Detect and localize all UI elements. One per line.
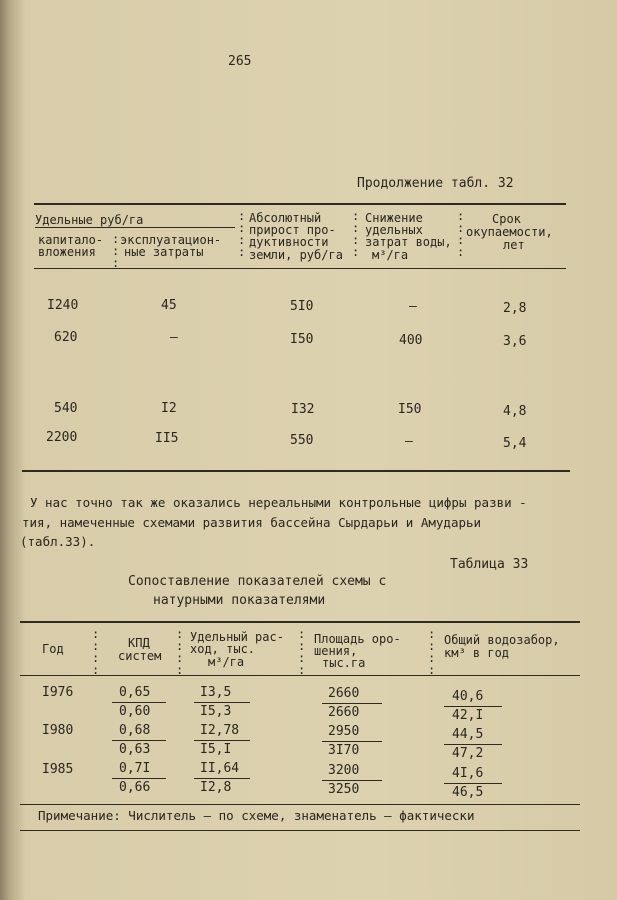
fraction-bar (112, 702, 166, 703)
cell-kpd: 0,68 (119, 723, 151, 738)
header-rate-2: ход, тыс. (190, 642, 256, 656)
fraction-bar (322, 780, 382, 781)
cell-capital: 2200 (46, 430, 78, 445)
table-label: Таблица 33 (450, 557, 529, 572)
cell-area: 2950 (328, 724, 360, 739)
cell-water: – (409, 299, 417, 314)
separator: : : : : (428, 627, 436, 677)
separator: : : : : (92, 627, 100, 677)
cell-kpd: 0,7I (119, 761, 151, 776)
header-capital-2: вложения (38, 245, 96, 259)
header-group-specific: Удельные руб/га (35, 213, 144, 227)
cell-rate: II,64 (200, 761, 240, 776)
header-col4-4: м³/га (372, 248, 409, 262)
cell-productivity: 5I0 (290, 299, 314, 314)
cell-kpd: 0,66 (119, 780, 151, 795)
table-top-rule (34, 203, 566, 205)
cell-area: 2660 (328, 686, 360, 701)
separator: : : : : (238, 209, 246, 259)
cell-operating: II5 (155, 431, 179, 446)
cell-area: 2660 (328, 705, 360, 720)
cell-intake: 42,I (452, 708, 484, 723)
header-kpd-1: КПД (128, 636, 150, 650)
fraction-bar (194, 740, 250, 741)
header-operating-2: ные затраты (124, 245, 204, 259)
cell-intake: 47,2 (452, 746, 484, 761)
year-cell: I976 (42, 685, 74, 700)
table-bottom-rule (22, 470, 570, 472)
header-col3-3: дуктивности (249, 235, 329, 249)
header-year: Год (42, 642, 64, 656)
cell-payback: 5,4 (503, 436, 527, 451)
cell-capital: 540 (54, 401, 78, 416)
table-note-rule (20, 830, 580, 831)
separator: : : : : (457, 209, 465, 259)
cell-intake: 44,5 (452, 727, 484, 742)
header-operating: эксплуатацион- (120, 233, 222, 247)
cell-rate: I5,3 (200, 704, 232, 719)
cell-area: 3I70 (328, 743, 360, 758)
header-col4-3: затрат воды, (365, 235, 452, 249)
cell-productivity: I32 (291, 402, 315, 417)
cell-kpd: 0,60 (119, 704, 151, 719)
header-area-1: Площадь оро- (314, 632, 401, 646)
cell-payback: 3,6 (503, 334, 527, 349)
header-col3-2: прирост про- (249, 223, 336, 237)
cell-water: 400 (399, 333, 423, 348)
table-top-rule (20, 621, 580, 623)
year-cell: I985 (42, 762, 74, 777)
cell-payback: 4,8 (503, 404, 527, 419)
cell-intake: 46,5 (452, 785, 484, 800)
header-intake-1: Общий водозабор, (444, 633, 560, 647)
paragraph-line-2: тия, намеченные схемами развития бассейна Сырдарьи и Амударьи (22, 515, 482, 530)
cell-operating: – (170, 330, 178, 345)
paragraph-line-1: У нас точно так же оказались нереальными контрольные цифры разви - (30, 495, 527, 510)
fraction-bar (444, 783, 502, 784)
table-header-rule (34, 268, 566, 269)
header-area-2: шения, (314, 644, 358, 658)
cell-water: I50 (398, 402, 422, 417)
header-col5-3: лет (503, 238, 525, 252)
table-continuation-label: Продолжение табл. 32 (357, 176, 514, 191)
table-title-1: Сопоставление показателей схемы с (128, 574, 387, 589)
table-title-2: натурными показателями (153, 593, 326, 608)
cell-rate: I5,I (200, 742, 232, 757)
header-intake-2: км³ в год (444, 646, 510, 660)
paragraph-line-3: (табл.33). (20, 534, 96, 549)
fraction-bar (322, 741, 382, 742)
separator: : : : : (352, 209, 360, 259)
fraction-bar (194, 778, 250, 779)
cell-rate: I3,5 (200, 685, 232, 700)
header-col4-1: Снижение (365, 211, 423, 225)
separator: : : : : (176, 627, 184, 677)
cell-rate: I2,8 (200, 780, 232, 795)
cell-capital: 620 (54, 330, 78, 345)
header-col5-2: окупаемости, (466, 225, 553, 239)
header-rate-1: Удельный рас- (190, 630, 284, 644)
header-col3-4: земли, руб/га (249, 248, 343, 262)
page-number: 265 (228, 54, 252, 69)
cell-productivity: 550 (290, 433, 314, 448)
year-cell: I980 (42, 723, 74, 738)
fraction-bar (444, 706, 502, 707)
cell-payback: 2,8 (503, 301, 527, 316)
fraction-bar (444, 744, 502, 745)
fraction-bar (194, 702, 250, 703)
fraction-bar (322, 703, 382, 704)
header-col5-1: Срок (492, 212, 521, 226)
cell-operating: I2 (161, 401, 177, 416)
separator: : : : : (298, 627, 306, 677)
cell-rate: I2,78 (200, 723, 240, 738)
cell-water: – (405, 434, 413, 449)
cell-intake: 4I,6 (452, 766, 484, 781)
cell-operating: 45 (161, 298, 177, 313)
cell-capital: I240 (47, 298, 79, 313)
cell-area: 3200 (328, 763, 360, 778)
header-col3-1: Абсолютный (249, 211, 322, 225)
header-kpd-2: систем (118, 649, 162, 663)
fraction-bar (112, 778, 166, 779)
header-area-3: тыс.га (322, 656, 366, 670)
cell-productivity: I50 (290, 332, 314, 347)
cell-intake: 40,6 (452, 689, 484, 704)
fraction-bar (112, 740, 166, 741)
separator: : : : (112, 232, 120, 270)
cell-kpd: 0,63 (119, 742, 151, 757)
header-capital: капитало- (38, 233, 104, 247)
header-group-underline (35, 227, 235, 228)
cell-kpd: 0,65 (119, 685, 151, 700)
table-note: Примечание: Числитель – по схеме, знаменатель – фактически (38, 808, 475, 823)
header-rate-3: м³/га (208, 655, 245, 669)
table-bottom-rule (20, 804, 580, 805)
header-col4-2: удельных (365, 223, 423, 237)
table-header-rule (20, 675, 580, 676)
cell-area: 3250 (328, 782, 360, 797)
